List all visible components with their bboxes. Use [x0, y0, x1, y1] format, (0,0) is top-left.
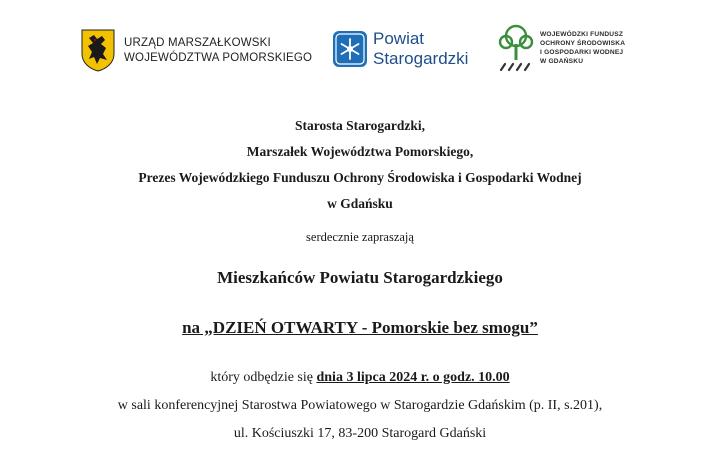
- event-when: [0, 370, 720, 386]
- urzad-line2: WOJEWÓDZTWA POMORSKIEGO: [124, 52, 313, 64]
- griffin-crest-icon: [80, 28, 116, 72]
- wfos-line3: I GOSPODARKI WODNEJ: [540, 49, 624, 56]
- event-address: ul. Kościuszki 17, 83-200 Starogard Gdański: [233, 426, 487, 441]
- wfos-line4: W GDAŃSKU: [540, 58, 584, 65]
- host-starosta: Starosta Starogardzki,: [294, 118, 425, 133]
- event-place: w sali konferencyjnej Starostwa Powiatowego w Starogardzie Gdańskim (p. II, s.201),: [117, 398, 603, 413]
- when-date: dnia 3 lipca 2024 r. o godz. 10.00: [316, 370, 510, 385]
- urzad-marszalkowski-logo: [80, 28, 320, 76]
- host-prezes: Prezes Wojewódzkiego Funduszu Ochrony Środowiska i Gospodarki Wodnej: [138, 170, 582, 185]
- tree-emblem-icon: [496, 22, 536, 76]
- invite-verb: serdecznie zapraszają: [306, 230, 414, 244]
- audience-heading: Mieszkańców Powiatu Starogardzkiego: [217, 268, 503, 287]
- host-marszalek: Marszałek Województwa Pomorskiego,: [246, 144, 474, 159]
- event-title: na „DZIEŃ OTWARTY - Pomorskie bez smogu”: [182, 318, 538, 337]
- snowflake-emblem-icon: [332, 30, 368, 68]
- header-logos: [0, 0, 720, 90]
- powiat-line1: Powiat: [373, 29, 425, 48]
- wfos-gdansk-logo: [496, 22, 666, 76]
- powiat-starogardzki-logo: [332, 28, 482, 76]
- host-gdansk: w Gdańsku: [327, 196, 393, 211]
- powiat-line2: Starogardzki: [373, 49, 469, 68]
- when-prefix: który odbędzie się: [210, 370, 317, 385]
- urzad-line1: URZĄD MARSZAŁKOWSKI: [124, 37, 271, 49]
- wfos-line2: OCHRONY ŚRODOWISKA: [540, 40, 626, 47]
- wfos-line1: WOJEWÓDZKI FUNDUSZ: [540, 31, 624, 38]
